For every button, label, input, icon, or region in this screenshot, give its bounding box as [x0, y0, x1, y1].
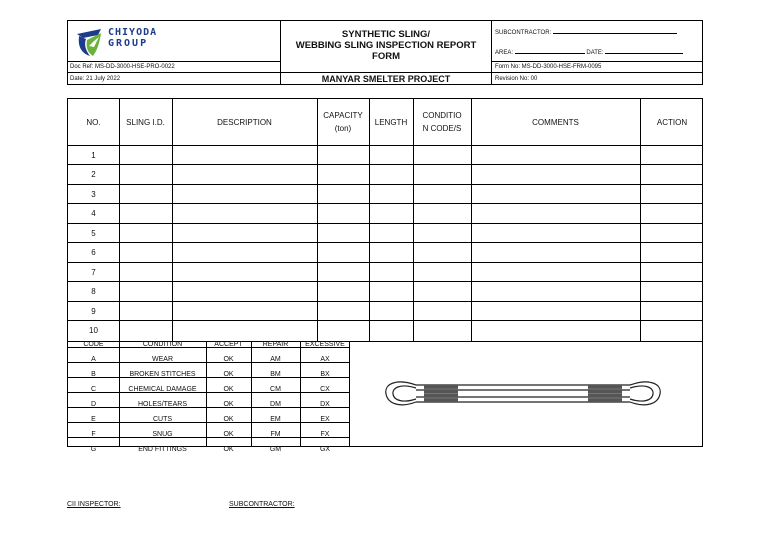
code-cell: HOLES/TEARS	[137, 401, 187, 408]
form-title	[281, 21, 492, 73]
code-cell: END FITTINGS	[138, 446, 187, 453]
row-divider	[68, 301, 702, 302]
condition-code-table	[68, 341, 350, 453]
row-number: 9	[91, 307, 96, 316]
webbing-sling-illustration	[378, 376, 668, 412]
code-row	[68, 363, 350, 378]
code-cell: AX	[320, 356, 330, 363]
code-row	[68, 408, 350, 423]
col-header-sling-id: SLING I.D.	[126, 117, 165, 127]
date-label: DATE:	[586, 50, 604, 56]
code-cell: E	[91, 416, 96, 423]
inspection-table	[67, 98, 703, 342]
code-cell: GM	[269, 446, 282, 453]
title-line-3: FORM	[372, 51, 400, 62]
code-row	[68, 378, 350, 393]
code-cell: GX	[319, 446, 331, 453]
area-label: AREA:	[495, 50, 514, 56]
code-cell: C	[90, 386, 97, 393]
condition-line-2: N CODE/S	[422, 124, 462, 133]
code-cell: OK	[223, 431, 234, 438]
row-number: 7	[91, 268, 96, 277]
capacity-line-1: CAPACITY	[323, 111, 363, 120]
code-header: ACCEPT	[214, 341, 243, 348]
subcontractor-field[interactable]	[492, 21, 703, 46]
project-name: MANYAR SMELTER PROJECT	[281, 73, 492, 85]
code-row	[68, 438, 350, 453]
code-cell: DM	[270, 401, 281, 408]
code-cell: BX	[320, 371, 330, 378]
row-number: 5	[91, 229, 96, 238]
title-line-1: SYNTHETIC SLING/	[341, 29, 431, 40]
code-cell: G	[90, 446, 97, 453]
code-cell: WEAR	[152, 356, 173, 363]
row-number: 6	[91, 248, 96, 257]
logo-company: CHIYODA	[108, 27, 158, 38]
code-cell: OK	[223, 356, 234, 363]
code-row	[68, 393, 350, 408]
code-cell: CHEMICAL DAMAGE	[128, 386, 197, 393]
code-cell: B	[91, 371, 96, 378]
code-cell: D	[90, 401, 97, 408]
row-divider	[68, 320, 702, 321]
row-number: 2	[91, 170, 96, 179]
code-header: CONDITION	[142, 341, 183, 348]
code-header: REPAIR	[262, 341, 289, 348]
title-line-2: WEBBING SLING INSPECTION REPORT	[295, 40, 477, 51]
code-cell: AM	[270, 356, 281, 363]
chiyoda-logo-icon	[74, 25, 108, 59]
code-cell: OK	[223, 416, 234, 423]
code-cell: CUTS	[152, 416, 173, 423]
condition-line-1: CONDITIO	[422, 111, 462, 120]
logo-group: GROUP	[108, 38, 149, 49]
code-cell: EM	[270, 416, 281, 423]
code-cell: CM	[270, 386, 281, 393]
code-cell: FM	[270, 431, 281, 438]
code-row	[68, 423, 350, 438]
row-divider	[68, 203, 702, 204]
code-cell: A	[91, 356, 96, 363]
doc-date: Date: 21 July 2022	[68, 73, 281, 85]
capacity-line-2: (ton)	[334, 124, 352, 133]
inspector-signature[interactable]: CII INSPECTOR:	[67, 501, 121, 508]
col-header-action: ACTION	[656, 117, 688, 127]
code-cell: OK	[223, 371, 234, 378]
code-cell: OK	[223, 401, 234, 408]
row-number: 4	[91, 209, 96, 218]
col-header-condition	[413, 99, 471, 145]
code-cell: OK	[223, 446, 234, 453]
code-row	[68, 348, 350, 363]
company-logo	[68, 21, 281, 62]
date-line	[605, 48, 683, 54]
condition-code-legend	[67, 341, 703, 453]
col-header-capacity	[317, 99, 369, 145]
revision-number: Revision No: 00	[495, 76, 538, 82]
subcontractor-line	[553, 28, 677, 34]
col-header-description: DESCRIPTION	[217, 117, 272, 127]
subcontractor-label: SUBCONTRACTOR:	[495, 30, 552, 36]
code-cell: FX	[320, 431, 330, 438]
row-divider	[68, 223, 702, 224]
doc-ref: Doc Ref: MS-DD-3000-HSE-PRO-0022	[68, 62, 281, 73]
row-number: 1	[91, 151, 96, 160]
code-cell: SNUG	[152, 431, 173, 438]
code-header: CODE	[83, 341, 104, 348]
code-cell: CX	[320, 386, 330, 393]
row-divider	[68, 242, 702, 243]
area-line	[515, 48, 585, 54]
code-cell: DX	[320, 401, 330, 408]
row-number: 3	[91, 190, 96, 199]
code-cell: OK	[223, 386, 234, 393]
code-header-row	[68, 333, 350, 348]
row-divider	[68, 184, 702, 185]
row-divider	[68, 262, 702, 263]
row-divider	[68, 281, 702, 282]
form-number: Form No: MS-DD-3000-HSE-FRM-0095	[492, 62, 703, 73]
code-cell: BROKEN STITCHES	[129, 371, 196, 378]
row-divider	[68, 164, 702, 165]
code-cell: EX	[320, 416, 330, 423]
logo-text	[108, 27, 157, 49]
col-header-no: NO.	[86, 117, 101, 127]
row-number: 8	[91, 287, 96, 296]
subcontractor-signature[interactable]: SUBCONTRACTOR:	[229, 501, 295, 508]
area-date-field[interactable]	[492, 46, 703, 62]
col-header-comments: COMMENTS	[532, 117, 579, 127]
code-header: EXCESSIVE	[305, 341, 345, 348]
form-header	[67, 20, 703, 85]
row-divider	[68, 145, 702, 146]
code-cell: F	[91, 431, 96, 438]
code-cell: BM	[270, 371, 281, 378]
row-number: 10	[89, 326, 98, 335]
col-header-length: LENGTH	[374, 117, 408, 127]
